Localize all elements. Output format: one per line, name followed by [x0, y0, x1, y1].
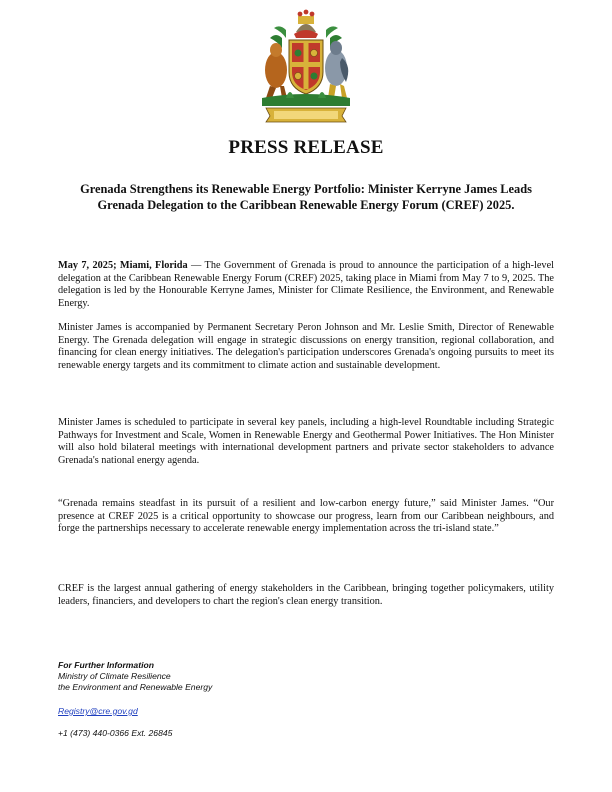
page-title: PRESS RELEASE — [228, 137, 384, 158]
paragraph-intro — [58, 260, 554, 310]
contact-heading: For Further Information — [58, 660, 154, 670]
paragraph-intro-body: — The Government of Grenada is proud to announce the participation of a high-level delegation at the Caribbean Renewable Energy Forum (CREF) 2025, taking place in Miami from May 7 to 9, 2025. The delegation is led by the Honourable Kerryne James, Minister for Climate Resilience, the Environment, and Renewable Energy. — [58, 260, 554, 309]
contact-email-link[interactable]: Registry@cre.gov.gd — [58, 706, 138, 716]
press-release-headline: Grenada Strengthens its Renewable Energy Portfolio: Minister Kerryne James Leads Grenada Delegation to the Caribbean Renewable Energy Forum (CREF) 2025. — [80, 182, 532, 212]
contact-ministry-line1: Ministry of Climate Resilience — [58, 671, 171, 681]
paragraph-cref-about: CREF is the largest annual gathering of energy stakeholders in the Caribbean, bringing together policymakers, utility leaders, financiers, and developers to chart the region's clean energy transition. — [58, 583, 554, 607]
contact-phone: +1 (473) 440-0366 Ext. 26845 — [58, 728, 173, 738]
dateline: May 7, 2025; Miami, Florida — [58, 260, 188, 271]
paragraph-quote: “Grenada remains steadfast in its pursuit of a resilient and low-carbon energy future,” said Minister James. “Our presence at CREF 2025 is a critical opportunity to showcase our progress, learn from our Caribbean neighbours, and forge the partnerships necessary to accelerate renewable energy implementation across the tri-island state.” — [58, 498, 554, 535]
contact-block — [58, 660, 358, 739]
contact-ministry-line2: the Environment and Renewable Energy — [58, 682, 213, 692]
paragraph-panels: Minister James is scheduled to participate in several key panels, including a high-level Roundtable including Strategic Pathways for Investment and Scale, Women in Renewable Energy and Geothermal Power Initiatives. The Hon Minister will also hold bilateral meetings with international development partners and private sector stakeholders to advance Grenada's national energy agenda. — [58, 417, 554, 466]
paragraph-delegation: Minister James is accompanied by Permanent Secretary Peron Johnson and Mr. Leslie Smith, Director of Renewable Energy. The Grenada delegation will engage in strategic discussions on energy transition, regional collaboration, and financing for clean energy initiatives. The delegation's participation underscores Grenada's ongoing pursuits to meet its renewable energy targets and its commitment to climate action and sustainable development. — [58, 322, 554, 371]
coat-of-arms-icon — [256, 2, 356, 124]
